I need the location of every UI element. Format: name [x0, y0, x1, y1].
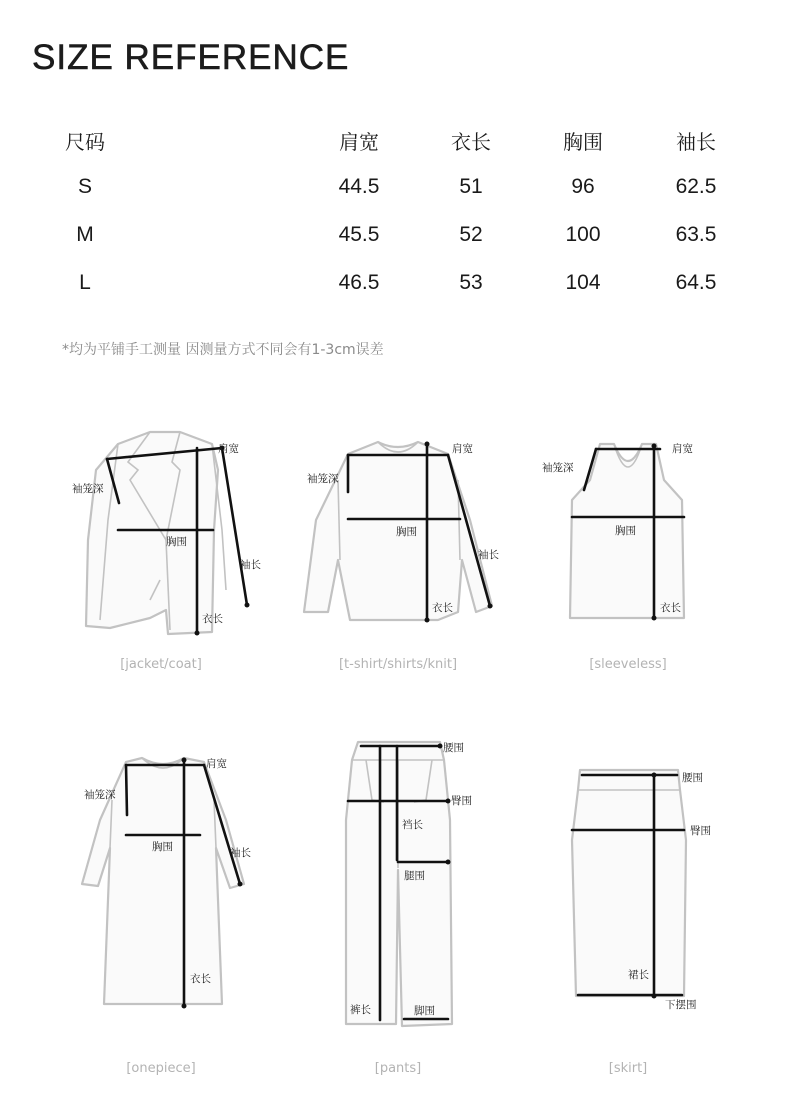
pants-label-thigh: 腿围 [404, 870, 425, 882]
tshirt-label-chest: 胸围 [396, 526, 417, 538]
pants-label-rise: 裆长 [402, 819, 423, 831]
row-cell-shoulder: 46.5 [338, 271, 380, 294]
tshirt-label-armhole: 袖笼深 [307, 473, 339, 485]
row-cell-shoulder: 45.5 [338, 223, 380, 246]
row-cell-length: 53 [459, 271, 483, 294]
header-chest: 胸围 [563, 130, 603, 154]
row-cell-sleeve: 63.5 [675, 223, 717, 246]
pants-label-hip: 臀围 [451, 795, 472, 807]
onepiece-label-length: 衣长 [190, 973, 211, 985]
tshirt-label-shoulder: 肩宽 [452, 443, 473, 455]
measurement-note: *均为平铺手工测量 因测量方式不同会有1-3cm误差 [62, 342, 384, 358]
header-size: 尺码 [65, 130, 105, 154]
header-length: 衣长 [451, 130, 491, 154]
skirt-label-length: 裙长 [628, 969, 649, 981]
jacket-label-chest: 胸围 [166, 536, 187, 548]
header-shoulder: 肩宽 [339, 130, 379, 154]
skirt-label-hip: 臀围 [690, 825, 711, 837]
caption-jacket: [jacket/coat] [120, 657, 202, 672]
row-cell-size: S [77, 175, 93, 198]
garment-outline [572, 770, 686, 996]
caption-onepiece: [onepiece] [126, 1061, 196, 1076]
row-cell-sleeve: 62.5 [675, 175, 717, 198]
onepiece-label-armhole: 袖笼深 [84, 789, 116, 801]
row-cell-size: L [79, 271, 91, 294]
jacket-label-sleeve: 袖长 [240, 559, 261, 571]
jacket-label-length: 衣长 [202, 613, 223, 625]
measure-endpoint-dot [652, 994, 657, 999]
caption-skirt: [skirt] [608, 1061, 648, 1076]
row-cell-length: 52 [459, 223, 483, 246]
pants-label-waist: 腰围 [443, 742, 464, 754]
row-cell-chest: 96 [571, 175, 595, 198]
tshirt-label-length: 衣长 [432, 602, 453, 614]
row-cell-length: 51 [459, 175, 483, 198]
caption-pants: [pants] [374, 1061, 422, 1076]
skirt-label-waist: 腰围 [682, 772, 703, 784]
sleeveless-label-length: 衣长 [660, 602, 681, 614]
tshirt-label-sleeve: 袖长 [478, 549, 499, 561]
jacket-label-armhole: 袖笼深 [72, 483, 104, 495]
pants-label-length: 裤长 [350, 1004, 371, 1016]
row-cell-shoulder: 44.5 [338, 175, 380, 198]
row-cell-sleeve: 64.5 [675, 271, 717, 294]
onepiece-label-sleeve: 袖长 [230, 847, 251, 859]
onepiece-label-chest: 胸围 [152, 841, 173, 853]
caption-tshirt: [t-shirt/shirts/knit] [338, 657, 458, 672]
header-sleeve: 袖长 [676, 130, 716, 154]
row-cell-chest: 104 [565, 271, 601, 294]
sleeveless-label-chest: 胸围 [615, 525, 636, 537]
sleeveless-label-shoulder: 肩宽 [672, 443, 693, 455]
row-cell-size: M [76, 223, 94, 246]
jacket-label-shoulder: 肩宽 [218, 443, 239, 455]
caption-sleeveless: [sleeveless] [589, 657, 667, 672]
onepiece-label-shoulder: 肩宽 [206, 758, 227, 770]
measure-endpoint-dot [652, 773, 657, 778]
pants-label-hem: 脚围 [414, 1005, 435, 1017]
sleeveless-label-armhole: 袖笼深 [542, 462, 574, 474]
page-title: SIZE REFERENCE [32, 38, 350, 77]
skirt-label-hem: 下摆围 [665, 999, 697, 1011]
row-cell-chest: 100 [565, 223, 601, 246]
